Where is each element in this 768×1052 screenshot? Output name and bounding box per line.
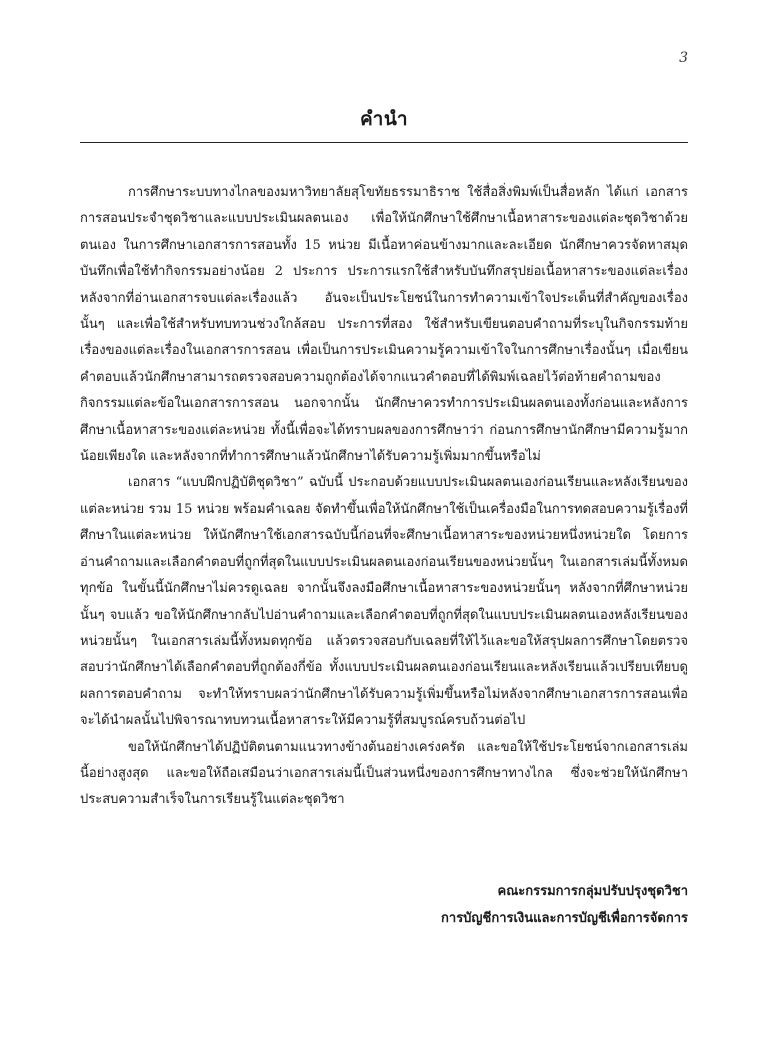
page-number: 3 [679, 50, 688, 66]
body-text [80, 180, 688, 814]
paragraph-1: การศึกษาระบบทางไกลของมหาวิทยาลัยสุโขทัยธรรมาธิราช ใช้สื่อสิ่งพิมพ์เป็นสื่อหลัก ได้แก่ เอกสารการสอนประจำชุดวิชาและแบบประเมินผลตนเอง เพื่อให้นักศึกษาใช้ศึกษาเนื้อหาสาระของแต่ละชุดวิชาด้วยตนเอง ในการศึกษาเอกสารการสอนทั้ง 15 หน่วย มีเนื้อหาค่อนข้างมากและละเอียด นักศึกษาควรจัดหาสมุดบันทึกเพื่อใช้ทำกิจกรรมอย่างน้อย 2 ประการ ประการแรกใช้สำหรับบันทึกสรุปย่อเนื้อหาสาระของแต่ละเรื่อง หลังจากที่อ่านเอกสารจบแต่ละเรื่องแล้ว อันจะเป็นประโยชน์ในการทำความเข้าใจประเด็นที่สำคัญของเรื่องนั้นๆ และเพื่อใช้สำหรับทบทวนช่วงใกล้สอบ ประการที่สอง ใช้สำหรับเขียนตอบคำถามที่ระบุในกิจกรรมท้ายเรื่องของแต่ละเรื่องในเอกสารการสอน เพื่อเป็นการประเมินความรู้ความเข้าใจในการศึกษาเรื่องนั้นๆ เมื่อเขียนคำตอบแล้วนักศึกษาสามารถตรวจสอบความถูกต้องได้จากแนวคำตอบที่ได้พิมพ์เฉลยไว้ต่อท้ายคำถามของกิจกรรมแต่ละข้อในเอกสารการสอน นอกจากนั้น นักศึกษาควรทำการประเมินผลตนเองทั้งก่อนและหลังการศึกษาเนื้อหาสาระของแต่ละหน่วย ทั้งนี้เพื่อจะได้ทราบผลของการศึกษาว่า ก่อนการศึกษานักศึกษามีความรู้มากน้อยเพียงใด และหลังจากที่ทำการศึกษาแล้วนักศึกษาได้รับความรู้เพิ่มมากขึ้นหรือไม่ [80, 185, 688, 465]
signature-line-committee: คณะกรรมการกลุ่มปรับปรุงชุดวิชา [497, 884, 688, 899]
paragraph-2: เอกสาร “แบบฝึกปฏิบัติชุดวิชา” ฉบับนี้ ประกอบด้วยแบบประเมินผลตนเองก่อนเรียนและหลังเรียนของแต่ละหน่วย รวม 15 หน่วย พร้อมคำเฉลย จัดทำขึ้นเพื่อให้นักศึกษาใช้เป็นเครื่องมือในการทดสอบความรู้เรื่องที่ศึกษาในแต่ละหน่วย ให้นักศึกษาใช้เอกสารฉบับนี้ก่อนที่จะศึกษาเนื้อหาสาระของหน่วยหนึ่งหน่วยใด โดยการอ่านคำถามและเลือกคำตอบที่ถูกที่สุดในแบบประเมินผลตนเองก่อนเรียนของหน่วยนั้นๆ ในเอกสารเล่มนี้ทั้งหมดทุกข้อ ในขั้นนี้นักศึกษาไม่ควรดูเฉลย จากนั้นจึงลงมือศึกษาเนื้อหาสาระของหน่วยนั้นๆ หลังจากที่ศึกษาหน่วยนั้นๆ จบแล้ว ขอให้นักศึกษากลับไปอ่านคำถามและเลือกคำตอบที่ถูกที่สุดในแบบประเมินผลตนเองหลังเรียนของหน่วยนั้นๆ ในเอกสารเล่มนี้ทั้งหมดทุกข้อ แล้วตรวจสอบกับเฉลยที่ให้ไว้และขอให้สรุปผลการศึกษาโดยตรวจสอบว่านักศึกษาได้เลือกคำตอบที่ถูกต้องกี่ข้อ ทั้งแบบประเมินผลตนเองก่อนเรียนและหลังเรียนแล้วเปรียบเทียบดูผลการตอบคำถาม จะทำให้ทราบผลว่านักศึกษาได้รับความรู้เพิ่มขึ้นหรือไม่หลังจากศึกษาเอกสารการสอนเพื่อจะได้นำผลนั้นไปพิจารณาทบทวนเนื้อหาสาระให้มีความรู้ที่สมบูรณ์ครบถ้วนต่อไป [80, 475, 688, 729]
title-divider [80, 142, 688, 143]
page-title: คำนำ [359, 108, 409, 130]
signature-line-department: การบัญชีการเงินและการบัญชีเพื่อการจัดการ [441, 911, 688, 926]
signature-block [441, 878, 688, 932]
paragraph-3: ขอให้นักศึกษาได้ปฏิบัติตนตามแนวทางข้างต้นอย่างเคร่งครัด และขอให้ใช้ประโยชน์จากเอกสารเล่มนี้อย่างสูงสุด และขอให้ถือเสมือนว่าเอกสารเล่มนี้เป็นส่วนหนึ่งของการศึกษาทางไกล ซึ่งจะช่วยให้นักศึกษาประสบความสำเร็จในการเรียนรู้ในแต่ละชุดวิชา [80, 739, 688, 808]
